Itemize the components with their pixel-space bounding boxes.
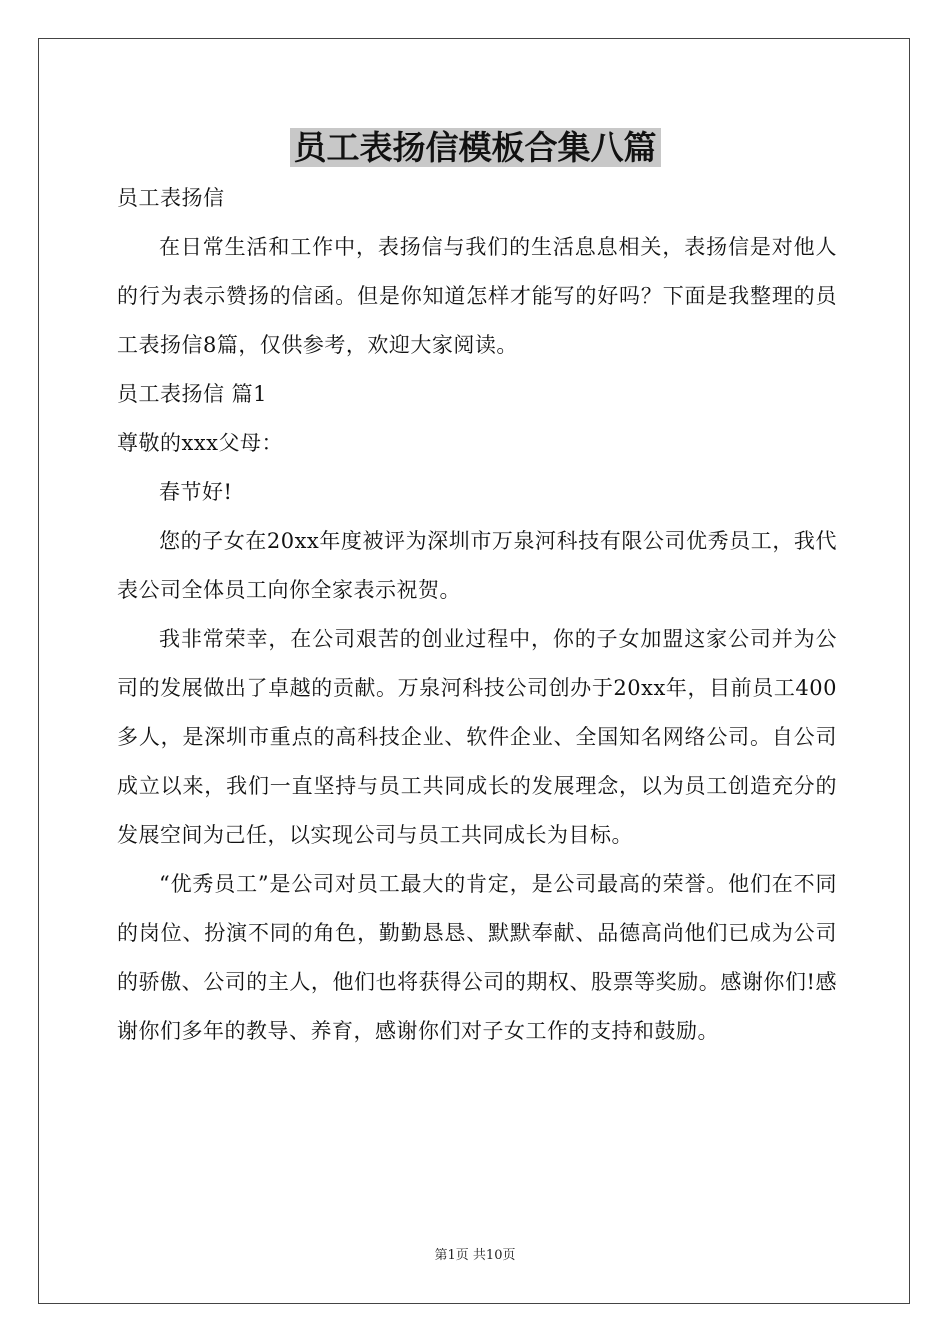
paragraph-section-title: 员工表扬信 篇1 — [117, 382, 268, 406]
paragraph-greeting: 春节好! — [159, 480, 233, 504]
page-footer: 第1页 共10页 — [434, 1248, 516, 1263]
paragraph-heading: 员工表扬信 — [117, 186, 225, 210]
paragraph-body-1: 您的子女在20xx年度被评为深圳市万泉河科技有限公司优秀员工，我代表公司全体员工向你全家表示祝贺。 — [117, 529, 837, 602]
paragraph-body-2: 我非常荣幸，在公司艰苦的创业过程中，你的子女加盟这家公司并为公司的发展做出了卓越的贡献。万泉河科技公司创办于20xx年，目前员工400多人，是深圳市重点的高科技企业、软件企业、全国知名网络公司。自公司成立以来，我们一直坚持与员工共同成长的发展理念，以为员工创造充分的发展空间为己任，以实现公司与员工共同成长为目标。 — [117, 627, 837, 847]
paragraph-intro: 在日常生活和工作中，表扬信与我们的生活息息相关，表扬信是对他人的行为表示赞扬的信函。但是你知道怎样才能写的好吗？下面是我整理的员工表扬信8篇，仅供参考，欢迎大家阅读。 — [117, 235, 837, 357]
paragraph-body-3: “优秀员工”是公司对员工最大的肯定，是公司最高的荣誉。他们在不同的岗位、扮演不同的角色，勤勤恳恳、默默奉献、品德高尚他们已成为公司的骄傲、公司的主人，他们也将获得公司的期权、股票等奖励。感谢你们!感谢你们多年的教导、养育，感谢你们对子女工作的支持和鼓励。 — [117, 872, 837, 1043]
document-title: 员工表扬信模板合集八篇 — [290, 128, 661, 167]
paragraph-salutation: 尊敬的xxx父母： — [117, 431, 284, 455]
document-body — [117, 174, 837, 1056]
document-title-container — [0, 122, 950, 174]
